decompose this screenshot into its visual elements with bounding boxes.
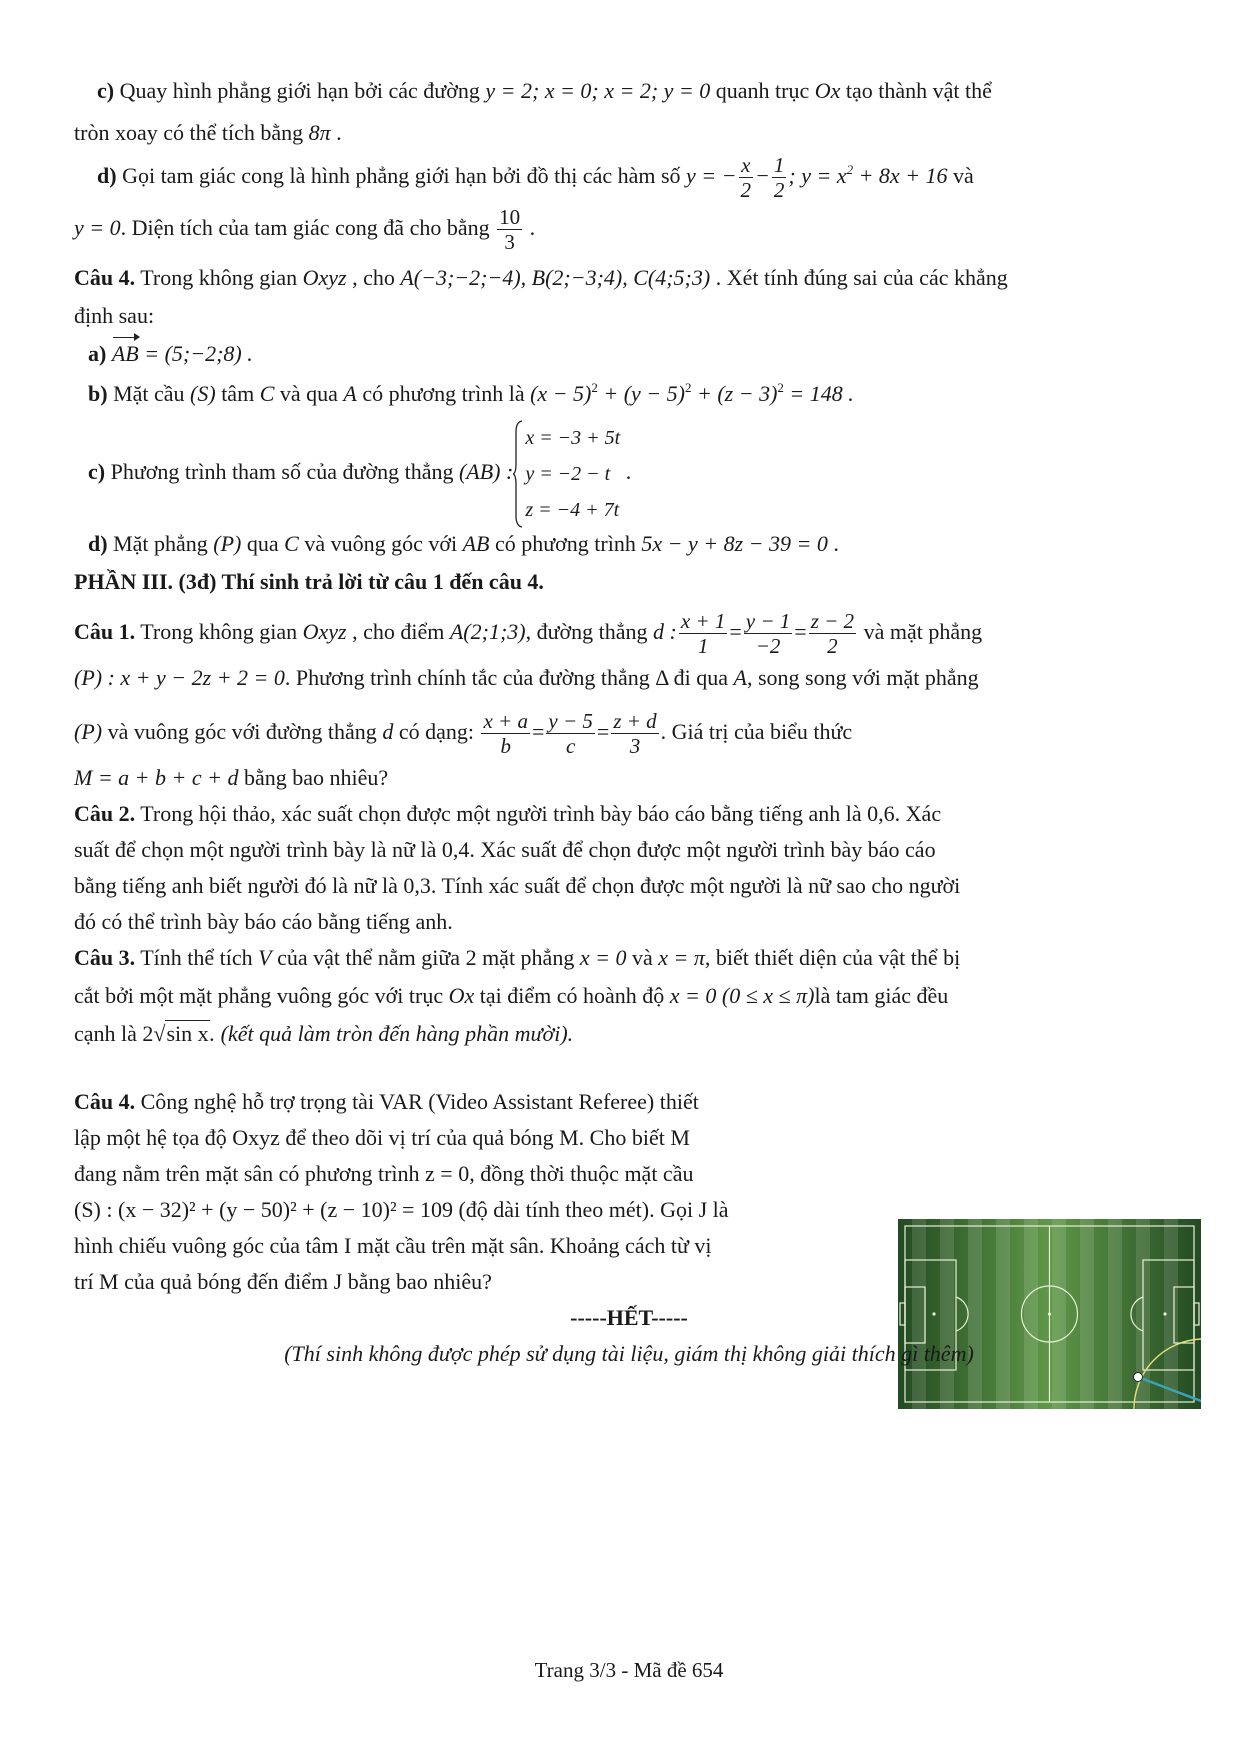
fraction: $\frac{z - 2}{2}$ xyxy=(810,609,855,659)
q1-line3: (P) và vuông góc với đường thẳng d có dạng: $\frac{x + a}{b}$ = $\frac{y - 5}{c}$ = $\frac{z + d}{3}$ . Giá trị của biểu thức xyxy=(74,709,853,759)
q4-line3: đang nằm trên mặt sân có phương trình z = 0, đồng thời thuộc mặt cầu xyxy=(74,1161,694,1186)
page-footer: Trang 3/3 - Mã đề 654 xyxy=(534,1658,724,1682)
q2-line2: suất để chọn một người trình bày là nữ là 0,4. Xác suất để chọn được một người trình bày báo cáo xyxy=(74,837,936,862)
q2-line4: đó có thể trình bày báo cáo bằng tiếng anh. xyxy=(74,909,453,934)
item-label: c) xyxy=(97,78,115,103)
q1-line2: (P) : x + y − 2z + 2 = 0. Phương trình chính tắc của đường thẳng Δ đi qua A, song song với mặt phẳng xyxy=(74,665,979,690)
fraction: $\frac{x + a}{b}$ xyxy=(483,709,528,759)
fraction: $\frac{y - 1}{-2}$ xyxy=(745,609,791,659)
q4-line1: Câu 4. Công nghệ hỗ trợ trọng tài VAR (Video Assistant Referee) thiết xyxy=(74,1089,699,1114)
item-c: c) Phương trình tham số của đường thẳng (AB) : x = −3 + 5t y = −2 − t z = −4 + 7t . xyxy=(88,418,631,528)
equation-system: x = −3 + 5t y = −2 − t z = −4 + 7t xyxy=(513,420,620,528)
item-label: a) xyxy=(88,341,107,366)
item-c-line2: tròn xoay có thể tích bằng 8π . xyxy=(74,120,342,145)
question-4-line2: định sau: xyxy=(74,303,155,328)
q2-line1: Câu 2. Trong hội thảo, xác suất chọn được một người trình bày báo cáo bằng tiếng anh là 0,6. Xác xyxy=(74,801,942,826)
exam-note: (Thí sinh không được phép sử dụng tài liệu, giám thị không giải thích gì thêm) xyxy=(284,1341,974,1366)
q3-line2: cắt bởi một mặt phẳng vuông góc với trục Ox tại điểm có hoành độ x = 0 (0 ≤ x ≤ π)là tam giác đều xyxy=(74,983,949,1008)
fraction: $\frac{x}{2}$ xyxy=(740,153,752,203)
q2-line3: bằng tiếng anh biết người đó là nữ là 0,3. Tính xác suất để chọn được một người là nữ sao cho người xyxy=(74,873,961,898)
item-a: a) AB = (5;−2;8) . xyxy=(88,341,253,366)
item-label: d) xyxy=(97,163,117,188)
q1-line1: Câu 1. Trong không gian Oxyz , cho điểm A(2;1;3), đường thẳng d : $\frac{x + 1}{1}$ = $\frac{y - 1}{-2}$ = $\frac{z - 2}{2}$ và mặt phẳng xyxy=(74,609,983,659)
brace-icon xyxy=(513,420,523,528)
question-4-line1: Câu 4. Trong không gian Oxyz , cho A(−3;−2;−4), B(2;−3;4), C(4;5;3) . Xét tính đúng sai của các khẳng xyxy=(74,265,1008,290)
fraction: $\frac{y - 5}{c}$ xyxy=(548,709,593,759)
q3-line1: Câu 3. Tính thể tích V của vật thể nằm giữa 2 mặt phẳng x = 0 và x = π, biết thiết diện của vật thể bị xyxy=(74,945,961,970)
item-label: c) xyxy=(88,459,106,484)
question-label: Câu 1. xyxy=(74,619,136,644)
end-mark: -----HẾT----- xyxy=(570,1305,688,1330)
fraction: $\frac{z + d}{3}$ xyxy=(613,709,657,759)
item-d-line1: d) Gọi tam giác cong là hình phẳng giới hạn bởi đồ thị các hàm số y = − $\frac{x}{2}$ − $\frac{1}{2}$ ; $y = x^2 + 8x + 16$ và xyxy=(97,153,974,203)
question-label: Câu 2. xyxy=(74,801,136,826)
fraction: $\frac{10}{3}$ xyxy=(499,205,521,255)
question-label: Câu 3. xyxy=(74,945,136,970)
item-c-line1: c) Quay hình phẳng giới hạn bởi các đường y = 2; x = 0; x = 2; y = 0 quanh trục Ox tạo thành vật thể xyxy=(97,78,992,103)
item-d-line2: y = 0. Diện tích của tam giác cong đã cho bằng $\frac{10}{3}$ . xyxy=(74,205,536,255)
math-expression: y = 2; x = 0; x = 2; y = 0 xyxy=(485,78,711,103)
vector-ab: AB xyxy=(111,341,139,366)
question-label: Câu 4. xyxy=(74,1089,136,1114)
item-b: b) Mặt cầu (S) tâm C và qua A có phương trình là $(x - 5)^2 + (y - 5)^2 + (z - 3)^2 = 148$ . xyxy=(88,380,854,406)
question-label: Câu 4. xyxy=(74,265,136,290)
q4-line5: hình chiếu vuông góc của tâm I mặt cầu trên mặt sân. Khoảng cách từ vị xyxy=(74,1233,712,1258)
q1-line4: M = a + b + c + d bằng bao nhiêu? xyxy=(74,765,389,790)
q4-line4: (S) : (x − 32)² + (y − 50)² + (z − 10)² = 109 (độ dài tính theo mét). Gọi J là xyxy=(74,1197,729,1222)
item-label: d) xyxy=(88,531,108,556)
fraction: $\frac{x + 1}{1}$ xyxy=(680,609,726,659)
ball-icon xyxy=(1134,1373,1143,1382)
item-d: d) Mặt phẳng (P) qua C và vuông góc với AB có phương trình 5x − y + 8z − 39 = 0 . xyxy=(88,531,839,556)
square-root: sin x xyxy=(166,1021,209,1046)
q4-line6: trí M của quả bóng đến điểm J bằng bao nhiêu? xyxy=(74,1269,492,1294)
fraction: $\frac{1}{2}$ xyxy=(773,153,785,203)
q4-line2: lập một hệ tọa độ Oxyz để theo dõi vị trí của quả bóng M. Cho biết M xyxy=(74,1125,690,1150)
section-heading-part-3: PHẦN III. (3đ) Thí sinh trả lời từ câu 1 đến câu 4. xyxy=(74,569,544,594)
q3-line3: cạnh là 2√sin x. (kết quả làm tròn đến hàng phần mười). xyxy=(74,1021,574,1046)
math-expression: 8π xyxy=(308,120,331,145)
item-label: b) xyxy=(88,381,108,406)
